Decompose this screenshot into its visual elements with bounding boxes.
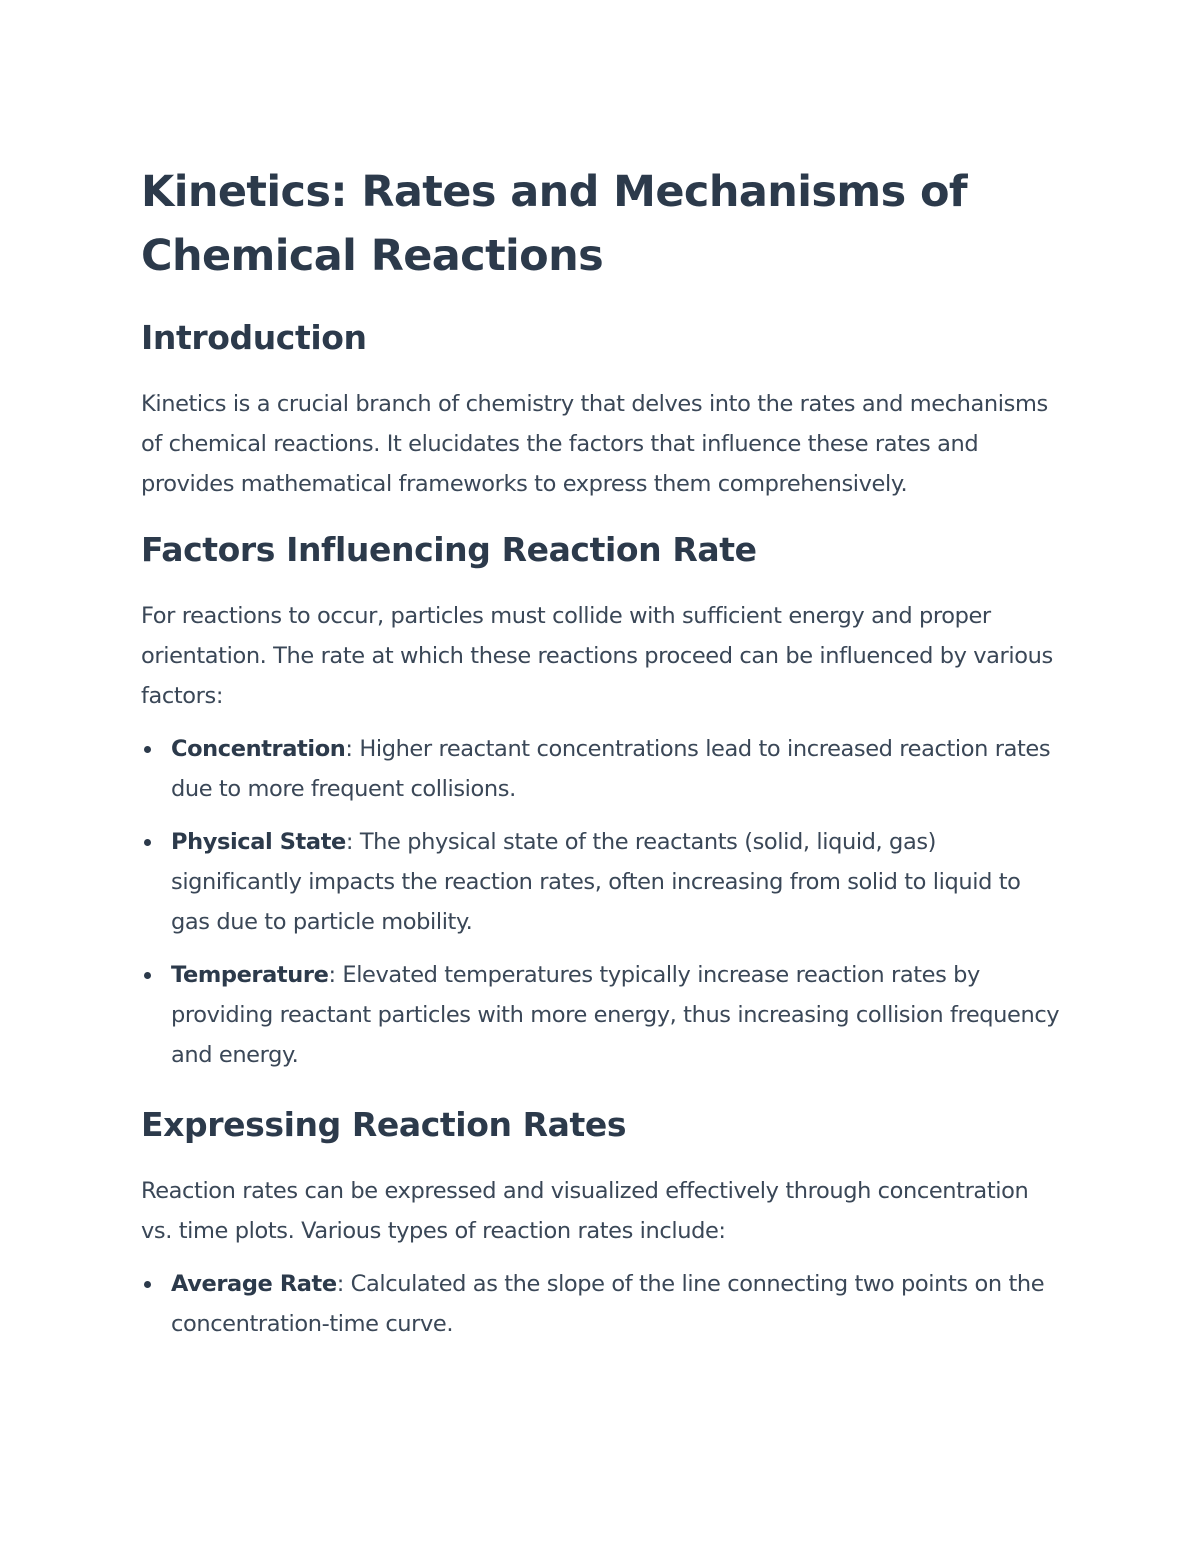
section-heading-expressing: Expressing Reaction Rates (141, 1105, 627, 1144)
list-item-description: : Elevated temperatures typically increase reaction rates by providing reactant particles with more energy, thus increasing collision frequency and energy. (171, 962, 1060, 1068)
document-page (141, 160, 1061, 1344)
section-heading-factors: Factors Influencing Reaction Rate (141, 530, 757, 569)
rates-list (141, 1264, 1061, 1344)
factors-list (141, 729, 1061, 1075)
bullet-icon (144, 839, 151, 846)
factors-paragraph: For reactions to occur, particles must collide with sufficient energy and proper orientation. The rate at which these reactions proceed can be influenced by various factors: (141, 603, 1053, 709)
list-item-description: : Calculated as the slope of the line connecting two points on the concentration-time curve. (171, 1271, 1045, 1337)
list-item-term: Temperature (171, 962, 329, 988)
list-item (141, 822, 1061, 942)
list-item-description: : Higher reactant concentrations lead to increased reaction rates due to more frequent collisions. (171, 736, 1051, 802)
document-title: Kinetics: Rates and Mechanisms of Chemical Reactions (141, 167, 968, 281)
introduction-paragraph: Kinetics is a crucial branch of chemistry that delves into the rates and mechanisms of chemical reactions. It elucidates the factors that influence these rates and provides mathematical frameworks to express them comprehensively. (141, 391, 1048, 497)
expressing-paragraph: Reaction rates can be expressed and visualized effectively through concentration vs. time plots. Various types of reaction rates include: (141, 1178, 1029, 1244)
list-item-term: Physical State (171, 829, 346, 855)
list-item-term: Concentration (171, 736, 346, 762)
list-item (141, 955, 1061, 1075)
section-heading-introduction: Introduction (141, 318, 367, 357)
bullet-icon (144, 972, 151, 979)
list-item (141, 729, 1061, 809)
list-item-description: : The physical state of the reactants (solid, liquid, gas) significantly impacts the reaction rates, often increasing from solid to liquid to gas due to particle mobility. (171, 829, 1021, 935)
list-item (141, 1264, 1061, 1344)
list-item-term: Average Rate (171, 1271, 337, 1297)
bullet-icon (144, 1281, 151, 1288)
bullet-icon (144, 746, 151, 753)
